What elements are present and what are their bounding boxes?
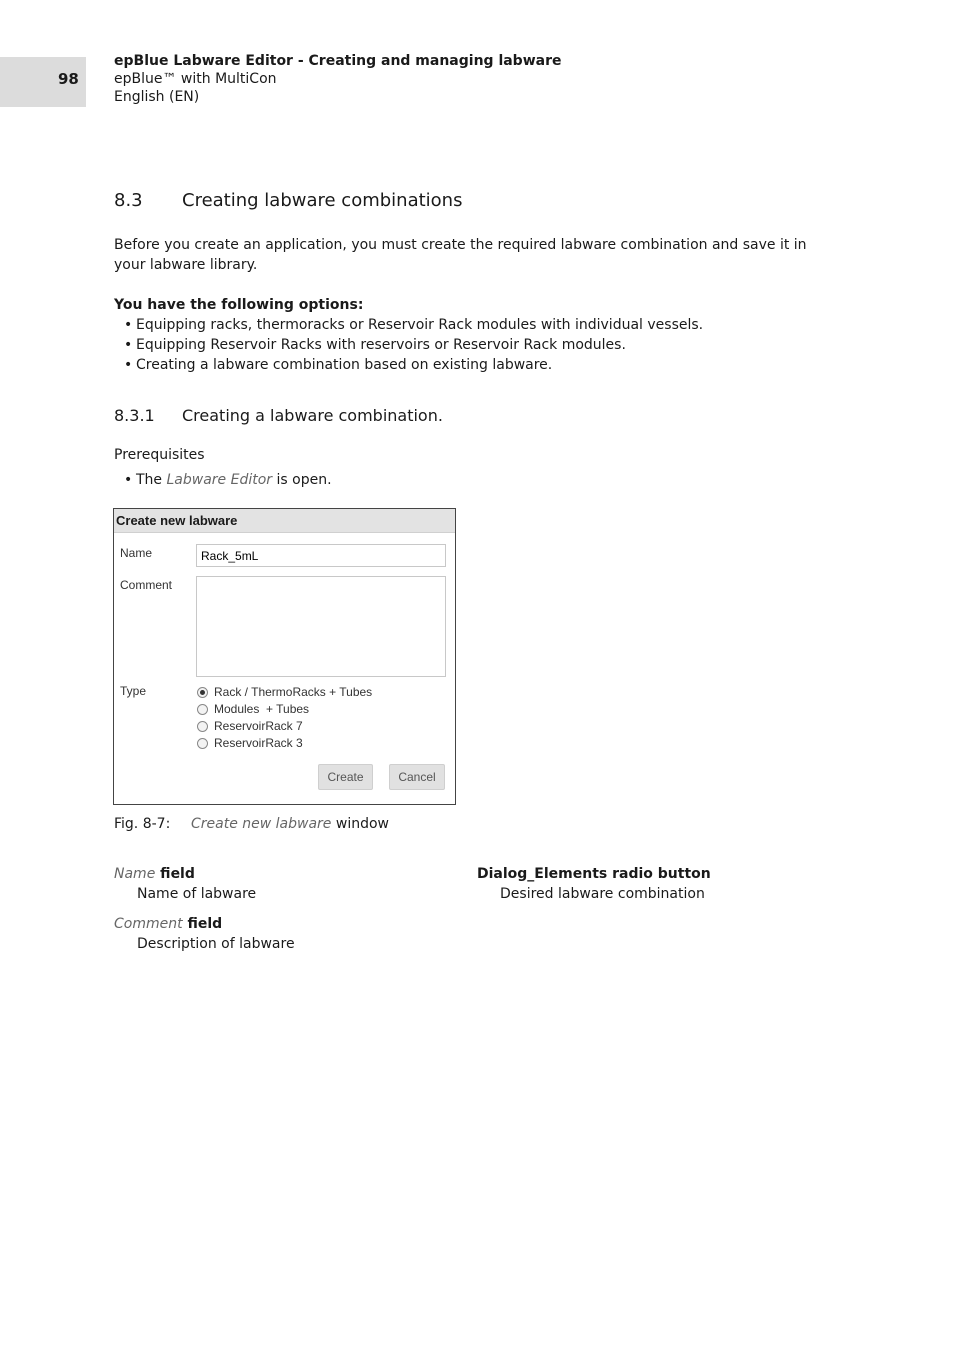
comment-label: Comment xyxy=(120,578,173,592)
comment-field[interactable] xyxy=(196,576,446,677)
type-radio-rack-thermoracks[interactable]: Rack / ThermoRacks + Tubes xyxy=(197,685,372,699)
header-language: English (EN) xyxy=(114,89,200,105)
section-heading xyxy=(114,190,462,211)
list-item: • Equipping Reservoir Racks with reservoirs or Reservoir Rack modules. xyxy=(114,335,703,355)
radio-selected-icon xyxy=(197,687,208,698)
subsection-title: Creating a labware combination. xyxy=(182,406,443,425)
subsection-heading xyxy=(114,406,443,425)
subsection-number: 8.3.1 xyxy=(114,406,155,425)
radio-unselected-icon xyxy=(197,704,208,715)
section-number: 8.3 xyxy=(114,190,143,211)
intro-paragraph: Before you create an application, you must create the required labware combination and save it in your labware library. xyxy=(114,237,807,273)
type-radio-modules[interactable]: Modules + Tubes xyxy=(197,702,309,716)
cancel-button[interactable]: Cancel xyxy=(389,764,445,790)
prerequisites-label: Prerequisites xyxy=(114,447,205,463)
name-label: Name xyxy=(120,546,153,560)
header-product: epBlue™ with MultiCon xyxy=(114,71,277,87)
create-new-labware-dialog xyxy=(113,508,456,805)
figure-caption: Fig. 8-7: Create new labware window xyxy=(114,816,389,832)
prerequisites-list xyxy=(114,470,332,490)
options-heading: You have the following options: xyxy=(114,297,364,313)
section-title: Creating labware combinations xyxy=(182,190,463,211)
running-header xyxy=(114,52,562,106)
definition-name-field: Name field Name of labware xyxy=(114,866,257,902)
list-item: • Creating a labware combination based on existing labware. xyxy=(114,355,703,375)
radio-unselected-icon xyxy=(197,721,208,732)
type-radio-reservoirrack-7[interactable]: ReservoirRack 7 xyxy=(197,719,303,733)
type-label: Type xyxy=(120,684,147,698)
definition-comment-field: Comment field Description of labware xyxy=(114,916,295,952)
list-item: • The Labware Editor is open. xyxy=(114,470,332,490)
type-radio-reservoirrack-3[interactable]: ReservoirRack 3 xyxy=(197,736,303,750)
dialog-title: Create new labware xyxy=(114,509,455,533)
page-number: 98 xyxy=(58,70,79,88)
options-list xyxy=(114,315,703,375)
header-title: epBlue Labware Editor - Creating and managing labware xyxy=(114,53,562,69)
create-button[interactable]: Create xyxy=(318,764,373,790)
name-field[interactable] xyxy=(196,544,446,567)
list-item: • Equipping racks, thermoracks or Reservoir Rack modules with individual vessels. xyxy=(114,315,703,335)
radio-unselected-icon xyxy=(197,738,208,749)
figure-number: Fig. 8-7: xyxy=(114,816,171,832)
labware-editor-ref: Labware Editor xyxy=(166,472,273,488)
definition-radio-button: Dialog_Elements radio button Desired labware combination xyxy=(477,866,711,902)
